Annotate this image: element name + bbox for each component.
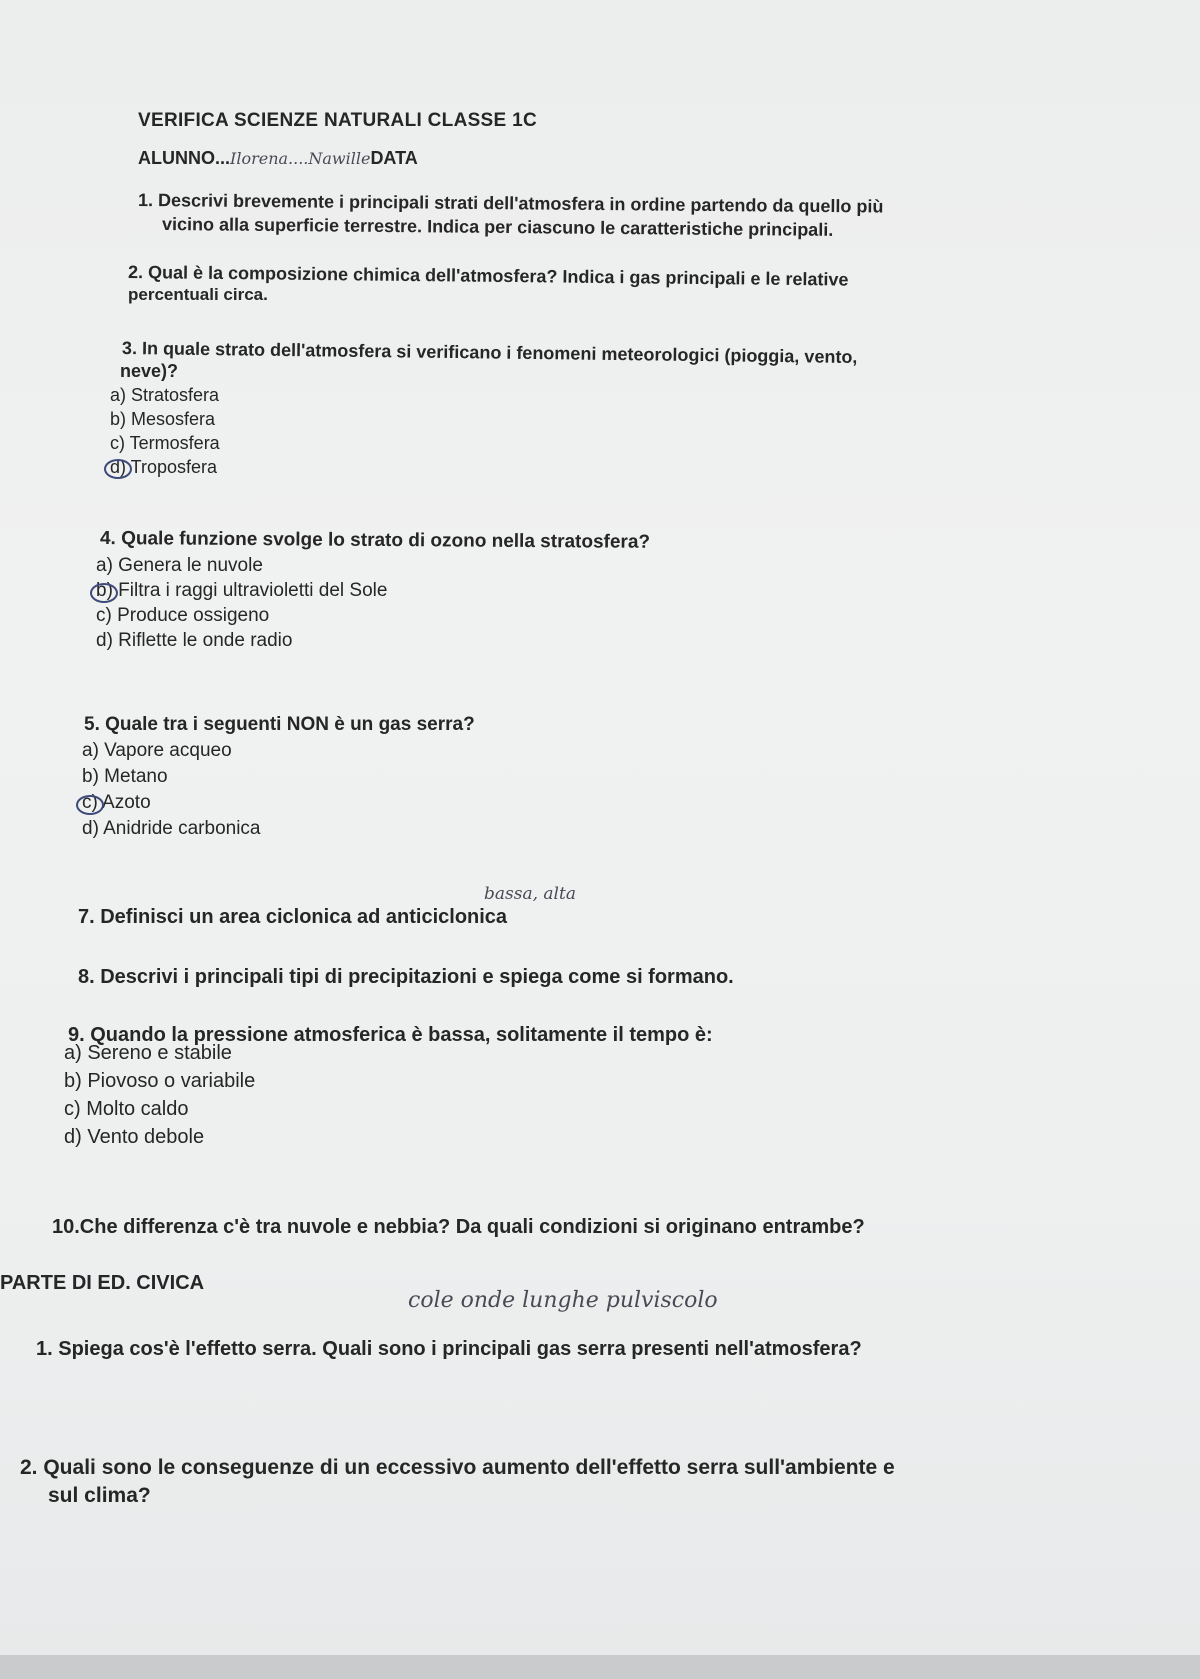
- q4-answer-circle: [90, 583, 118, 603]
- q4-option-b: b) Filtra i raggi ultravioletti del Sole: [96, 580, 388, 601]
- q7-handwritten-note: bassa, alta: [484, 884, 576, 904]
- question-7: 7. Definisci un area ciclonica ad anticiclonica: [78, 906, 508, 928]
- q9-option-b: b) Piovoso o variabile: [64, 1070, 256, 1092]
- question-1-line-2: vicino alla superficie terrestre. Indica per ciascuno le caratteristiche principali.: [161, 214, 834, 240]
- q4-option-c: c) Produce ossigeno: [96, 605, 270, 626]
- student-line: [138, 148, 418, 169]
- civica-question-2-line-1: 2. Quali sono le conseguenze di un eccessivo aumento dell'effetto serra sull'ambiente e: [20, 1456, 895, 1479]
- civica-handwritten-note: cole onde lunghe pulviscolo: [408, 1288, 718, 1313]
- q9-option-d: d) Vento debole: [64, 1126, 205, 1148]
- question-8: 8. Descrivi i principali tipi di precipitazioni e spiega come si formano.: [78, 966, 734, 988]
- civica-question-1: 1. Spiega cos'è l'effetto serra. Quali sono i principali gas serra presenti nell'atmosfera?: [36, 1338, 862, 1360]
- question-5: 5. Quale tra i seguenti NON è un gas serra?: [84, 714, 475, 735]
- q3-option-d: d) Troposfera: [110, 457, 218, 477]
- question-3-line-2: neve)?: [120, 361, 179, 381]
- page-title: VERIFICA SCIENZE NATURALI CLASSE 1C: [138, 110, 537, 131]
- q3-option-b: b) Mesosfera: [110, 409, 216, 429]
- civica-heading: PARTE DI ED. CIVICA: [0, 1272, 205, 1294]
- civica-question-2-line-2: sul clima?: [48, 1484, 151, 1507]
- q5-option-c: c) Azoto: [82, 792, 151, 813]
- question-3-line-1: 3. In quale strato dell'atmosfera si verificano i fenomeni meteorologici (pioggia, vento,: [121, 338, 858, 367]
- q9-option-a: a) Sereno e stabile: [64, 1042, 232, 1064]
- question-4: 4. Quale funzione svolge lo strato di ozono nella stratosfera?: [99, 528, 651, 553]
- q5-answer-circle: [76, 795, 104, 815]
- q3-answer-circle: [104, 459, 132, 479]
- question-2-line-1: 2. Qual è la composizione chimica dell'atmosfera? Indica i gas principali e le relative: [127, 262, 849, 290]
- question-10: 10.Che differenza c'è tra nuvole e nebbia? Da quali condizioni si originano entrambe?: [52, 1216, 865, 1238]
- student-name-handwritten: Ilorena....Nawille: [230, 149, 371, 168]
- q5-option-b: b) Metano: [82, 766, 168, 787]
- question-2-line-2: percentuali circa.: [128, 285, 268, 304]
- data-label: DATA: [370, 148, 418, 168]
- q3-option-c: c) Termosfera: [110, 433, 220, 453]
- q4-option-a: a) Genera le nuvole: [96, 555, 263, 576]
- q3-option-a: a) Stratosfera: [110, 385, 220, 405]
- q5-option-d: d) Anidride carbonica: [82, 818, 261, 839]
- alunno-label: ALUNNO...: [138, 148, 230, 168]
- q4-option-d: d) Riflette le onde radio: [96, 630, 293, 651]
- q9-option-c: c) Molto caldo: [64, 1098, 189, 1120]
- desk-edge: [0, 1655, 1200, 1679]
- question-1-line-1: 1. Descrivi brevemente i principali strati dell'atmosfera in ordine partendo da quello più: [137, 190, 884, 217]
- question-9: 9. Quando la pressione atmosferica è bassa, solitamente il tempo è:: [68, 1024, 713, 1046]
- q5-option-a: a) Vapore acqueo: [82, 740, 232, 761]
